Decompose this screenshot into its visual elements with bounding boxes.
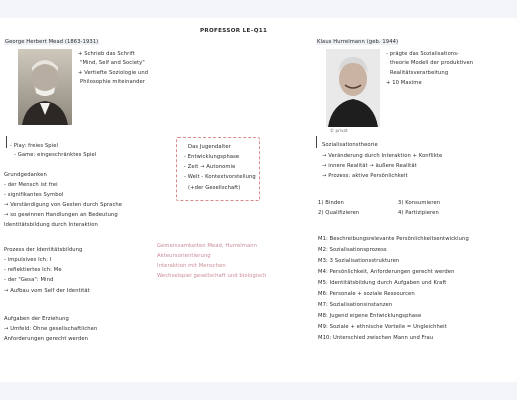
youth-title: Das Jugendalter [188,144,231,150]
hurrelmann-portrait [326,49,380,127]
common-1: Akteursorientierung [157,253,211,259]
tasks-2: Anforderungen gerecht werden [4,336,89,342]
maxim-2: M2: Sozialisationsprozess [318,247,387,253]
maxim-3: M3: 3 Sozialisationsstrukturen [318,258,400,264]
page-title: PROFESSOR LE–Q11 [200,28,268,34]
concepts-title: Grundgedanken [4,172,47,178]
maxim-7: M7: Sozialisationsinstanzen [318,302,393,308]
model-1: → Veränderung durch Interaktion + Konflikte [322,153,443,159]
task-partizipieren: 4) Partizipieren [398,210,439,216]
youth-3: - Welt - Kontextvorstellung [184,174,256,180]
concept-2: - signifikantes Symbol [4,192,64,198]
hurrelmann-bio-3: Realitätsverarbeitung [390,70,449,76]
maxim-9: M9: Soziale + ethnische Vorteile = Ungleichheit [318,324,447,330]
tasks-title: Aufgaben der Erziehung [4,316,69,322]
task-konsumieren: 3) Konsumieren [398,200,441,206]
process-1: - impulsives Ich: I [4,257,52,263]
bracket-line-right [316,136,317,148]
youth-1: - Entwicklungsphase [184,154,240,160]
hurrelmann-bio-1: - prägte das Sozialisations- [386,51,460,57]
task-binden: 1) Binden [318,200,344,206]
concept-3: → Verständigung von Gesten durch Sprache [4,202,123,208]
hurrelmann-bio-4: + 10 Maxime [386,80,422,86]
concept-4: → so gewinnen Handlungen an Bedeutung [4,212,118,218]
task-qualifizieren: 2) Qualifizieren [318,210,360,216]
mead-play: - Play: freies Spiel [10,143,59,149]
model-2: → innere Realität → äußere Realität [322,163,417,169]
tasks-1: → Umfeld: Ohne gesellschaftlichen [4,326,98,332]
common-title: Gemeinsamkeiten Mead, Hurrelmann [157,243,258,249]
mead-bio-4: Philosophie miteinander [80,79,146,85]
bracket-line [6,136,7,148]
common-2: Interaktion mit Menschen [157,263,226,269]
youth-4: (+der Gesellschaft) [188,185,241,191]
maxim-6: M6: Personale + soziale Ressourcen [318,291,415,297]
common-3: Wechselspiel gesellschaft und biologisch [157,273,267,279]
mead-portrait [18,49,72,125]
maxim-5: M5: Identitätsbildung durch Aufgaben und Kraft [318,280,447,286]
mead-bio-2: "Mind, Self and Society" [80,60,145,66]
maxim-4: M4: Persönlichkeit, Anforderungen gerecht werden [318,269,455,275]
mead-game: - Game: eingeschränktes Spiel [14,152,97,158]
mead-name: George Herbert Mead (1863-1931) [5,39,99,45]
hurrelmann-name: Klaus Hurrelmann (geb. 1944) [317,39,399,45]
model-3: → Prozess: aktive Persönlichkeit [322,173,408,179]
process-2: - reflektiertes Ich: Me [4,267,62,273]
process-3: - der "Gesa": Mind [4,277,54,283]
maxim-10: M10: Unterschied zwischen Mann und Frau [318,335,434,341]
mead-bio-3: + Vertiefte Soziologie und [78,70,149,76]
photo-caption: © privat [330,128,348,133]
maxim-8: M8: Jugend eigene Entwicklungsphase [318,313,422,319]
maxim-1: M1: Beschreibungsrelevante Persönlichkeitsentwicklung [318,236,469,242]
concept-5: Identitätsbildung durch Interaktion [4,222,98,228]
youth-2: - Zeit → Autonomie [184,164,236,170]
process-4: → Aufbau vom Self der Identität [4,288,90,294]
process-title: Prozess der Identitätsbildung [4,247,83,253]
hurrelmann-bio-2: theorie Modell der produktiven [390,60,474,66]
concept-1: - der Mensch ist frei [4,182,58,188]
model-title: Sozialisationstheorie [322,142,378,148]
mead-bio-1: + Schrieb das Schrift [78,51,135,57]
